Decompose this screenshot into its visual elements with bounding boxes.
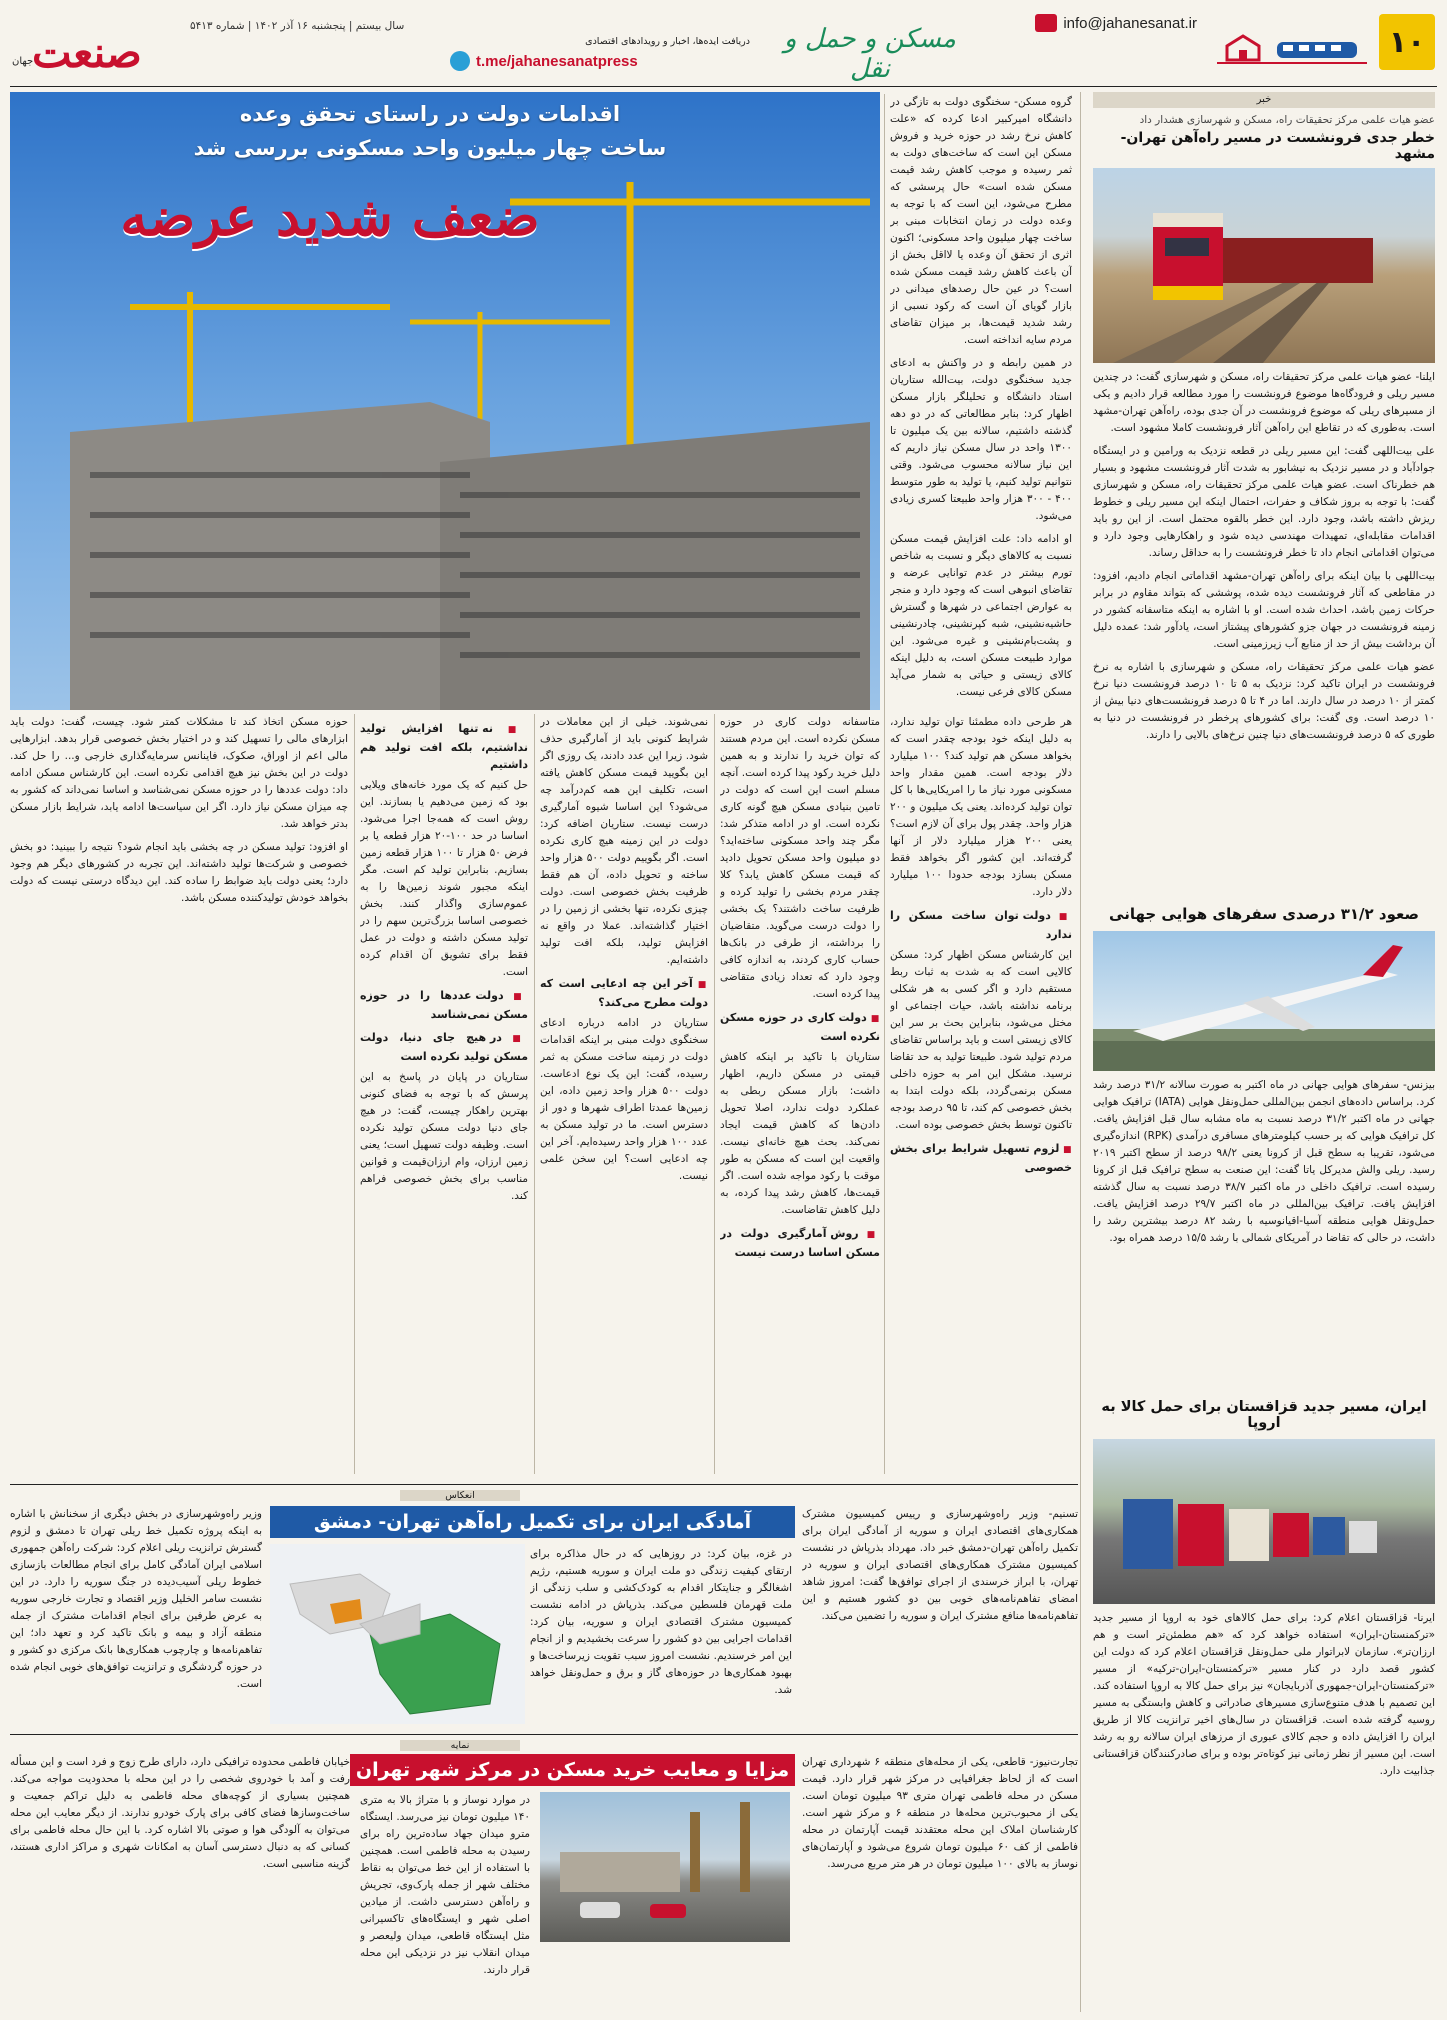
sidebar [1093,92,1435,2012]
issue-info: سال بیستم | پنجشنبه ۱۶ آذر ۱۴۰۲ | شماره ۵۴۱۳ [190,20,405,32]
mail-icon [1035,14,1057,32]
telegram-icon [450,51,470,71]
subhead-2: ■ لزوم تسهیل شرایط برای بخش خصوصی [890,1140,1072,1176]
telegram-link[interactable]: t.me/jahanesanatpress [476,52,638,70]
box1-col1: تسنیم- وزیر راه‌وشهرسازی و رییس کمیسیون مشترک همکاری‌های اقتصادی ایران و سوریه از آمادگی ایران برای تکمیل راه‌آهن تهران-دمشق خبر داد. مهرداد بذرپاش در نشست کمیسیون مشترک همکاری‌های اقتصادی ایران و سوریه در تهران، با ابراز خرسندی از اجرای توافق‌ها گفت: امروز شاهد امضای تفاهم‌نامه‌های خوبی بین دو کشور هستیم و این تفاهم‌نامه‌ها منافع مشترک ایران و سوریه را تضمین می‌کند. [802,1508,1078,1622]
main-column-c [540,714,708,1474]
section-title: مسکن و حمل و نقل [784,24,956,84]
story1-kicker: عضو هیات علمی مرکز تحقیقات راه، مسکن و شهرسازی هشدار داد [1139,114,1435,126]
main-col-e2: او افزود: تولید مسکن در چه بخشی باید انجام شود؟ نتیجه را ببینید: دو بخش خصوصی و شرکت‌ها تولید داشته‌اند. این تجربه در کشورهای دیگر هم وجود دارد؛ یعنی دولت باید ضوابط را ساده کند. این دیدگاه درستی نیست که دولت بخواهد خودش تولیدکننده مسکن باشد. [10,841,348,904]
subhead-3: ■ دولت کاری در حوزه مسکن نکرده است [720,1009,880,1045]
story3-body: ایرنا- قزاقستان اعلام کرد: برای حمل کالاهای خود به اروپا از مسیر جدید «ترکمنستان-ایران» استفاده خواهد کرد که «هم مطمئن‌تر است و هم ارزان‌تر». سازمان لابراتوار ملی حمل‌ونقل قزاقستان اعلام کرد که دولت این کشور قصد دارد در کنار مسیر «ترکمنستان-ایران-ترکیه» از مسیر «ترکمنستان-ایران-جمهوری آذربایجان» نیز برای حمل کالا به اروپا استفاده کند. این تصمیم با هدف متنوع‌سازی مسیرهای صادراتی و کاهش وابستگی به مسیر روسیه گرفته شده است. قزاقستان در سال‌های اخیر ترانزیت کالا از طریق ایران را افزایش داده و حجم کالای عبوری از مرزهای ایران سالانه رو به رشد است. این مسیر از نظر زمانی نیز کوتاه‌تر بوده و برای صادرکنندگان قزاقستانی جذابیت دارد. [1093,1612,1435,1777]
story1-body [1093,369,1435,889]
box2-col1: تجارت‌نیوز- قاطعی، یکی از محله‌های منطقه ۶ شهرداری تهران است که از لحاظ جغرافیایی در مرکز شهر قرار دارد. قیمت مسکن در محله فاطمی تهران متری ۹۳ میلیون تومان است. یکی از محبوب‌ترین محله‌ها در منطقه ۶ و مرکز شهر است. کارشناسان املاک این محله معتقدند قیمت آپارتمان در محله فاطمی از کف ۶۰ میلیون تومان شروع می‌شود و آپارتمان‌های نوساز به بالای ۱۰۰ میلیون تومان در هر متر مربع می‌رسد. [802,1756,1078,1870]
main-col-b2: ستاریان با تاکید بر اینکه کاهش قیمتی در مسکن داریم، اظهار داشت: بازار مسکن ربطی به عملکرد دولت ندارد، اصلا تحویل دادن‌ها که کاهش قیمت ایجاد نمی‌کند. بحث هیچ خانه‌ای نیست. واقعیت این است که مسکن به طور موقت با رکود مواجه شده است. اگر قیمت‌ها، کاهش رشد پیدا کرده، به دلیل کاهش تقاضاست. [720,1051,880,1216]
story1-body1: علی بیت‌اللهی گفت: این مسیر ریلی در قطعه نزدیک به ورامین و در ایستگاه جوادآباد و در مسیر نزدیک به نیشابور به شدت آثار فرونشست مشهود و بسیار هم خطرناک است. عضو هیات علمی مرکز تحقیقات راه، مسکن و شهرسازی گفت: با توجه به بروز شکاف و حفرات، احتمال اینکه این مسیر ریلی و خطوط ریزش داشته باشد، وجود دارد. این خطر بالقوه محتمل است. از این رو باید اقدامات مقابله‌ای، تمهیدات مهندسی دیده شود و راهکارهایی وجود دارد و می‌توان اقداماتی انجام داد تا خطر فرونشست را به حداقل رساند. [1093,445,1435,559]
box2-col3: خیابان فاطمی محدوده ترافیکی دارد، دارای طرح زوج و فرد است و این مسأله رفت و آمد با خودروی شخصی را در این محله با محدودیت مواجه می‌کند. همچنین بسیاری از کوچه‌های محله فاطمی به دلیل تراکم جمعیت و ساخت‌وسازها فضای کافی برای پارک خودرو ندارند. از دیگر معایب این محله می‌توان به آلودگی هوا و صوتی بالا اشاره کرد. با این حال محله فاطمی برای کسانی که به دنبال دسترسی آسان به امکانات شهری و مراکز اداری هستند، گزینه مناسبی است. [10,1756,350,1870]
main-col-c2: ستاریان در ادامه درباره ادعای سخنگوی دولت مبنی بر اینکه اقدامات دولت در زمینه ساخت مسکن به ثمر رسیده، گفت: این یک نوع ادعاست. دولت ۵۰۰ هزار واحد زمین داده، این زمین‌ها عمدتا اطراف شهرها و دور از دسترس است. ما در تولید مسکن به عدد ۱۰۰ هزار واحد رسیده‌ایم. آخر این چه ادعایی است؟ این سخن علمی نیست. [540,1017,708,1182]
news-label: خبر [1093,92,1435,108]
telegram-block [450,36,750,82]
subhead-6: ■ نه تنها افزایش تولید نداشتیم، بلکه افت تولید هم داشتیم [360,720,528,773]
box1-col3: وزیر راه‌وشهرسازی در بخش دیگری از سخنانش با اشاره به اینکه پروژه تکمیل خط ریلی تهران تا دمشق و لزوم گسترش ترانزیت ریلی اعلام کرد: شرکت راه‌آهن جمهوری اسلامی ایران آمادگی کامل برای انجام مطالعات بازسازی خطوط ریلی آسیب‌دیده در جنگ سوریه را دارد. در این نشست سامر الخلیل وزیر اقتصاد و تجارت خارجی سوریه به عرض طرفین برای انجام اقدامات مشترک از جمله منطقه آزاد و بیمه و بانک تاکید کرد و تعهد داد؛ این تفاهم‌نامه‌ها و چارچوب همکاری‌ها بانک مرکزی دو کشور و در حوزه گردشگری و ترانزیت توافق‌های خوبی انجام شده است. [10,1508,262,1690]
main-para2: در همین رابطه و در واکنش به ادعای جدید سخنگوی دولت، بیت‌الله ستاریان استاد دانشگاه و تحلیلگر بازار مسکن اظهار کرد: بنابر مطالعاتی که در دو دهه گذشته داشتیم، سالانه بین یک میلیون تا ۱۳۰۰ واحد در سال مسکن نیاز داریم که این نیاز سالانه محسوب می‌شود. وقتی نتوانیم تولید کنیم، یا تولید به طور متوسط ۴۰۰ - ۳۰۰ هزار واحد طبیعتا کسری زیادی می‌شود. [890,357,1072,522]
train-house-icon [1217,30,1367,70]
box2-title: مزایا و معایب خرید مسکن در مرکز شهر تهران [350,1754,795,1786]
story1-body2: بیت‌اللهی با بیان اینکه برای راه‌آهن تهران-مشهد اقداماتی انجام دادیم، افزود: در مقاطعی که آثار فرونشست دیده شده، پوششی که بتواند مقاوم در برابر حرکات زمین باشد، احداث شده است. او با اشاره به اینکه متاسفانه کشور در زمینه فرونشست در جهان جزو کشورهای پیشتاز است، یادآور شد: عمده دلیل آن برداشت بیش از حد از منابع آب زیرزمینی است. [1093,570,1435,650]
subhead-8: ■ در هیچ جای دنیا، دولت مسکن تولید نکرده است [360,1029,528,1065]
main-col-b: متاسفانه دولت کاری در حوزه مسکن نکرده است. این مردم هستند که توان خرید را ندارند و به همین دلیل خرید رکود پیدا کرده است. آنچه مسلم است این است که دولت در تامین بنیادی مسکن هیچ گونه کاری نکرده است. او در ادامه متذکر شد: مگر چند واحد مسکونی ساخته‌اید؟ دو میلیون واحد مسکن تحویل دادید که قیمت مسکن کاهش یابد؟ کلا چقدر مردم بخشی را تولید کرده و ظرفیت ساخت داشتند؟ یک بخشی را دولت درست می‌گوید. متقاضیان را برداشته، از طرفی در بانک‌ها حساب کاری کردند، به اندازه کافی وجود دارد که تعداد زیادی متقاضی پیدا کرده است. [720,716,880,1000]
main-column-e [10,714,348,1474]
story3-title: ایران، مسیر جدید قزاقستان برای حمل کالا به اروپا [1101,1399,1427,1431]
tehran-street-photo [540,1792,790,1942]
subhead-1: ■ دولت توان ساخت مسکن را ندارد [890,907,1072,943]
logo-sub: جهان [12,56,34,67]
box1-label: انعکاس [400,1490,520,1501]
logo [10,30,180,80]
subhead-5: ■ آخر این چه ادعایی است که دولت مطرح می‌کند؟ [540,975,708,1011]
main-column-d [360,714,528,1474]
story1-body3: عضو هیات علمی مرکز تحقیقات راه، مسکن و شهرسازی با اشاره به نرخ فرونشست در ایران تاکید کرد: نزدیک به ۵ تا ۱۰ درصد فرونشست دنیا نرخ کمتر از ۱۰ درصد در سال دارند. اما در ۴ تا ۵ درصد فرونشست‌های دنیا بیش از ۱۰ درصد است. وی گفت: برای کشورهای پرخطر در فرونشست در دنیا به طوری که ۵ درصد فرونشست‌های دنیا چنین نرخ‌های بالایی را دارند. [1093,661,1435,741]
main-para3: او ادامه داد: علت افزایش قیمت مسکن نسبت به کالاهای دیگر و نسبت به شاخص تورم بیشتر در عدم توانایی عرضه و تقاضای انبوهی است که وجود دارد و منجر به عوارض اجتماعی در شهرها و گسترش حاشیه‌نشینی، شبه کپرنشینی، چادرنشینی و پشت‌بام‌نشینی و غیره می‌شود. این موارد طبیعت مسکن است، به دلیل اینکه کالای زیستی و حیاتی به شمار می‌آید مسکن کالای فرعی نیست. [890,533,1072,698]
trucks-photo [1093,1439,1435,1604]
box2-label: نمایه [400,1740,520,1751]
main-col-d2: ستاریان در پایان در پاسخ به این پرسش که با توجه به فضای کنونی بهترین راهکار چیست، گفت: در هیچ جای دنیا دولت مسکن تولید نکرده است. وظیفه دولت تسهیل است؛ یعنی زمین ارزان، وام ارزان‌قیمت و قوانین مناسب برای بخش خصوصی فراهم کند. [360,1071,528,1202]
email-block [1035,8,1197,38]
main-kicker-2: ساخت چهار میلیون واحد مسکونی بررسی شد [193,136,667,160]
main-headline: ضعف شدید عرضه [120,184,540,248]
logo-text: صنعت [32,28,142,77]
construction-photo [10,92,880,710]
page-header [0,0,1447,86]
main-col-c: نمی‌شوند. خیلی از این معاملات در شرایط کنونی باید از آمارگیری حذف شود. زیرا این عدد دادند، یک روزی اگر این بگویید قیمت مسکن کاهش یافته است، تکلیف این همه کم‌درآمد چه می‌شود؟ این اساسا شیوه آمارگیری درست نیست. ستاریان اضافه کرد: دولت در این زمینه هیچ کاری نکرده است. اگر بگوییم دولت ۵۰۰ هزار واحد ساخته و تحویل داده، آن هم فقط ظرفیت بخش خصوصی است. دولت چیزی نکرده، تنها بخشی از زمین را در اختیار گذاشته‌اند. عملا در واقع نه افزایش تولید، بلکه افت تولید داشته‌ایم. [540,716,708,966]
main-intro: گروه مسکن- سخنگوی دولت به تازگی در دانشگاه امیرکبیر ادعا کرده که «علت کاهش نرخ رشد در حوزه خرید و فروش مسکن این است که ساخت‌های دولت به ثمر رسیده و موجب کاهش رشد قیمت مسکن شده است» حال پرسشی که مطرح می‌شود، این است که با توجه به وعده دولت در زمان انتخابات مبنی بر ساخت چهار میلیون واحد مسکونی؛ اکنون اثری از تحقق آن وعده یا لااقل بخش از آن باعث کاهش رشد قیمت مسکن شده است؟ در عین حال رصدهای میدانی در بازار گویای آن است که رکود نسبی از رشد شدید قیمت‌ها، بر میزان تقاضای مردم سایه انداخته است. [890,96,1072,346]
box1-title: آمادگی ایران برای تکمیل راه‌آهن تهران- دمشق [270,1506,795,1538]
main-col-a: هر طرحی داده مطمئنا توان تولید ندارد، به دلیل اینکه خود بودجه چقدر است که بخواهد مسکن هم تولید کند؟ ۱۰۰ میلیارد دلار بودجه است. همین مقدار واحد مسکونی مورد نیاز ما را امریکایی‌ها با کل توان تولید کرده‌اند. یعنی یک میلیون و ۲۰۰ هزار واحد. چقدر پول برای آن لازم است؟ یعنی ۲۰۰ هزار میلیارد دلار از آنها گرفته‌اند. این کشور اگر بخواهد فقط مسکن بسازد بودجه حدودا ۱۰۰ میلیارد دلار دارد. [890,716,1072,898]
box1-col2: در غزه، بیان کرد: در روزهایی که در حال مذاکره برای ارتقای کیفیت زندگی دو ملت ایران و سوریه هستیم، رژیم اشغالگر و جنایتکار اقدام به کودک‌کشی و سلب زندگی از ملت قهرمان فلسطین می‌کند. بذرپاش در ادامه نشست کمیسیون مشترک اقتصادی ایران و سوریه، بیان کرد: اقدامات اجرایی بین دو کشور را سرعت بخشیدیم و از انجام این امر خرسندیم. نشست امروز سبب تقویت زیرساخت‌ها و بهبود همکاری‌ها در حوزه‌های گاز و برق و حمل‌ونقل خواهد شد. [530,1548,792,1696]
telegram-label: دریافت ایده‌ها، اخبار و رویدادهای اقتصادی [585,36,750,47]
box2-col2: در موارد نوساز و با متراژ بالا به متری ۱۴۰ میلیون تومان نیز می‌رسد. ایستگاه مترو میدان جهاد ساده‌ترین راه برای رسیدن به محله فاطمی است. همچنین با استفاده از این خط می‌توان به نقاط مختلف شهر از جمله پارک‌وی، تجریش و راه‌آهن دسترسی داشت. از میادین اصلی شهر و ایستگاه‌های تاکسیرانی مثل ایستگاه قاطعی، میدان ولیعصر و میدان انقلاب نیز در نزدیکی این محله قرار دارند. [360,1794,530,1976]
subhead-4: ■ روش آمارگیری دولت در مسکن اساسا درست نیست [720,1225,880,1261]
iran-syria-map [270,1544,525,1724]
main-intro-column [890,94,1072,710]
story1-title: خطر جدی فرونشست در مسیر راه‌آهن تهران-مشهد [1120,130,1435,162]
page-number-badge [1379,14,1435,70]
main-kicker-1: اقدامات دولت در راستای تحقق وعده [239,102,621,126]
story2-title: صعود ۳۱/۲ درصدی سفرهای هوایی جهانی [1109,905,1419,923]
story2-body: بیزنس- سفرهای هوایی جهانی در ماه اکتبر به صورت سالانه ۳۱/۲ درصد رشد کرد. براساس داده‌های انجمن بین‌المللی حمل‌ونقل هوایی (IATA) ترافیک هوایی جهانی در ماه اکتبر ۳۱/۲ درصد نسبت به ماه مشابه سال قبل افزایش یافت. کل ترافیک هوایی که بر حسب کیلومترهای مسافری درآمدی (RPK) اندازه‌گیری می‌شود، تقریبا به سطح قبل از کرونا یعنی ۹۸/۲ درصد از سطح اکتبر ۲۰۱۹ رسید. ریلی والش مدیرکل یاتا گفت: این صنعت به سطح ترافیک قبل از کرونا رسیده است. ترافیک داخلی در ماه اکتبر ۳۸/۷ درصد نسبت به سال گذشته افزایش یافت. ترافیک بین‌المللی در ماه اکتبر ۲۹/۷ درصد افزایش یافت. حمل‌ونقل هوایی منطقه آسیا-اقیانوسیه با رشد ۸۲ درصد بیشترین رشد را داشت، در حالی که تقاضا در آمریکای شمالی با رشد ۱۵/۵ درصد همراه بود. [1093,1079,1435,1244]
main-col-e: حوزه مسکن اتخاذ کند تا مشکلات کمتر شود. چیست، گفت: دولت باید ابزارهای مالی را تسهیل کند و در اختیار بخش خصوصی قرار بدهد. ابزارهایی مالی اعم از اوراق، صکوک، فاینانس سرمایه‌گذاری خارجی و... را حل کند. دولت در این بخش نیز هیچ اقدامی نکرده است. این کارشناس مسکن ادامه داد: دولت عددها را در حوزه مسکن نمی‌شناسد و اساسا نمی‌داند که کشور به چه میزان مسکن نیاز دارد. اگر این سیاست‌ها ادامه یابد، شرایط بازار مسکن بدتر خواهد شد. [10,716,348,830]
main-col-a2: این کارشناس مسکن اظهار کرد: مسکن کالایی است که به شدت به ثبات ربط مستقیم دارد و اگر کسی به هر شکلی برنامه نداشته باشد، حیات اجتماعی او مختل می‌شود، بنابراین بحث بر سر این کالای زیستی است و باید براساس تقاضای مردم تولید شود. طبیعتا تولید به حد تقاضا نرسید. مشکل این امر به حوزه داخلی مسکن برنمی‌گردد، بلکه دولت ابتدا به بخش خصوصی کم کند، تا ۹۵ درصد بودجه تاکنون توسط بخش خصوصی بوده است. [890,949,1072,1131]
train-photo [1093,168,1435,363]
main-column-b [720,714,880,1474]
page-number: ۱۰ [1388,24,1426,60]
main-col-d: حل کنیم که یک مورد خانه‌های ویلایی بود که زمین می‌دهیم یا بسازند. این روش است که همه‌جا اجرا می‌شود. اساسا در حد ۱۰۰-۲۰ هزار قطعه یا بر فرض ۵۰ هزار تا ۱۰۰ هزار قطعه زمین بسازیم. بنابراین تولید کم است. مگر اینکه مجبور شوند زمین‌ها را به عموم‌سازی واگذار کنند. بخش خصوصی اساسا بزرگ‌ترین سهم را در تولید مسکن داشته و دولت در عمل فقط برای تشویق آن اقدام کرده است. [360,779,528,978]
plane-photo [1093,931,1435,1071]
main-column-a [890,714,1072,1474]
email-text[interactable]: info@jahanesanat.ir [1063,14,1197,32]
story1-lead: ایلنا- عضو هیات علمی مرکز تحقیقات راه، مسکن و شهرسازی گفت: در چندین مسیر ریلی و فرودگاه‌ها موضوع فرونشست را مورد مطالعه قرار دادیم و یکی از مسیرهای ریلی که موضوع فرونشست در آن جدی بوده، راه‌آهن تهران-مشهد است. به‌طوری که در تقاطع این راه‌آهن آثار فرونشست کاملا مشهود است. [1093,371,1435,434]
subhead-7: ■ دولت عددها را در حوزه مسکن نمی‌شناسد [360,987,528,1023]
